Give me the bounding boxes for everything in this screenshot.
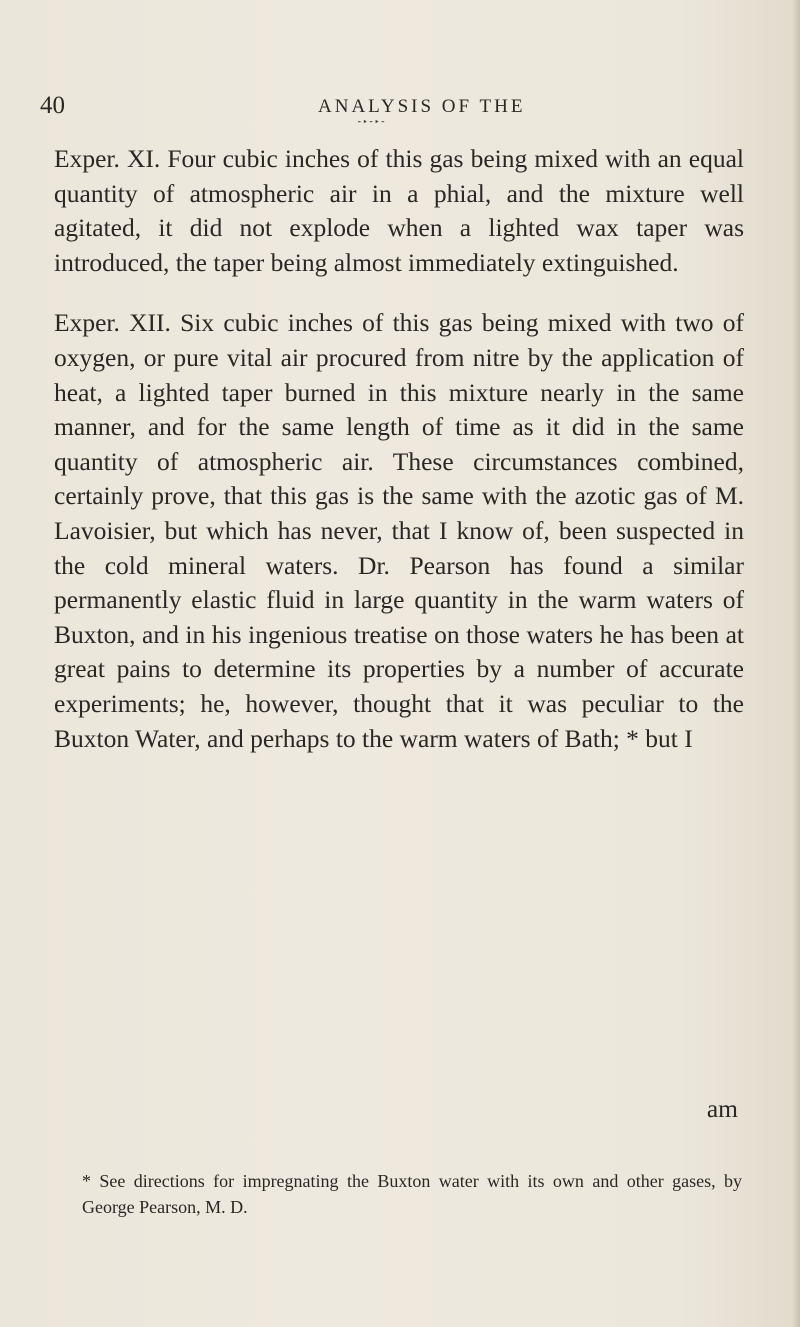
header-ornament: ⁃‣⁃‣⁃ bbox=[357, 118, 387, 128]
page-edge-shadow bbox=[792, 0, 800, 1327]
paragraph-exper-xi: Exper. XI. Four cubic inches of this gas being mixed with an equal quantity of atmospheric air in a phial, and the mixture well agitated, it did not explode when a lighted wax taper was introduced, the taper being almost immediately extinguished. bbox=[54, 144, 744, 277]
footnote-text: * See directions for impregnating the Buxton water with its own and other gases, by George Pearson, M. D. bbox=[82, 1171, 742, 1217]
footnote bbox=[82, 1168, 742, 1220]
catchword: am bbox=[706, 1094, 738, 1123]
body-text bbox=[54, 142, 744, 756]
page-number: 40 bbox=[40, 92, 65, 119]
page-header bbox=[0, 92, 800, 132]
paragraph-exper-xii: Exper. XII. Six cubic inches of this gas being mixed with two of oxygen, or pure vital air procured from nitre by the application of heat, a lighted taper burned in this mixture nearly in the same manner, and for the same length of time as it did in the same quantity of atmospheric air. These circumstances combined, certainly prove, that this gas is the same with the azotic gas of M. Lavoisier, but which has never, that I know of, been suspected in the cold mineral waters. Dr. Pearson has found a similar permanently elastic fluid in large quantity in the warm waters of Buxton, and in his ingenious treatise on those waters he has been at great pains to determine its properties by a number of accurate experiments; he, however, thought that it was peculiar to the Buxton Water, and perhaps to the warm waters of Bath; * but I bbox=[54, 308, 744, 753]
running-head: ANALYSIS OF THE bbox=[318, 96, 526, 117]
